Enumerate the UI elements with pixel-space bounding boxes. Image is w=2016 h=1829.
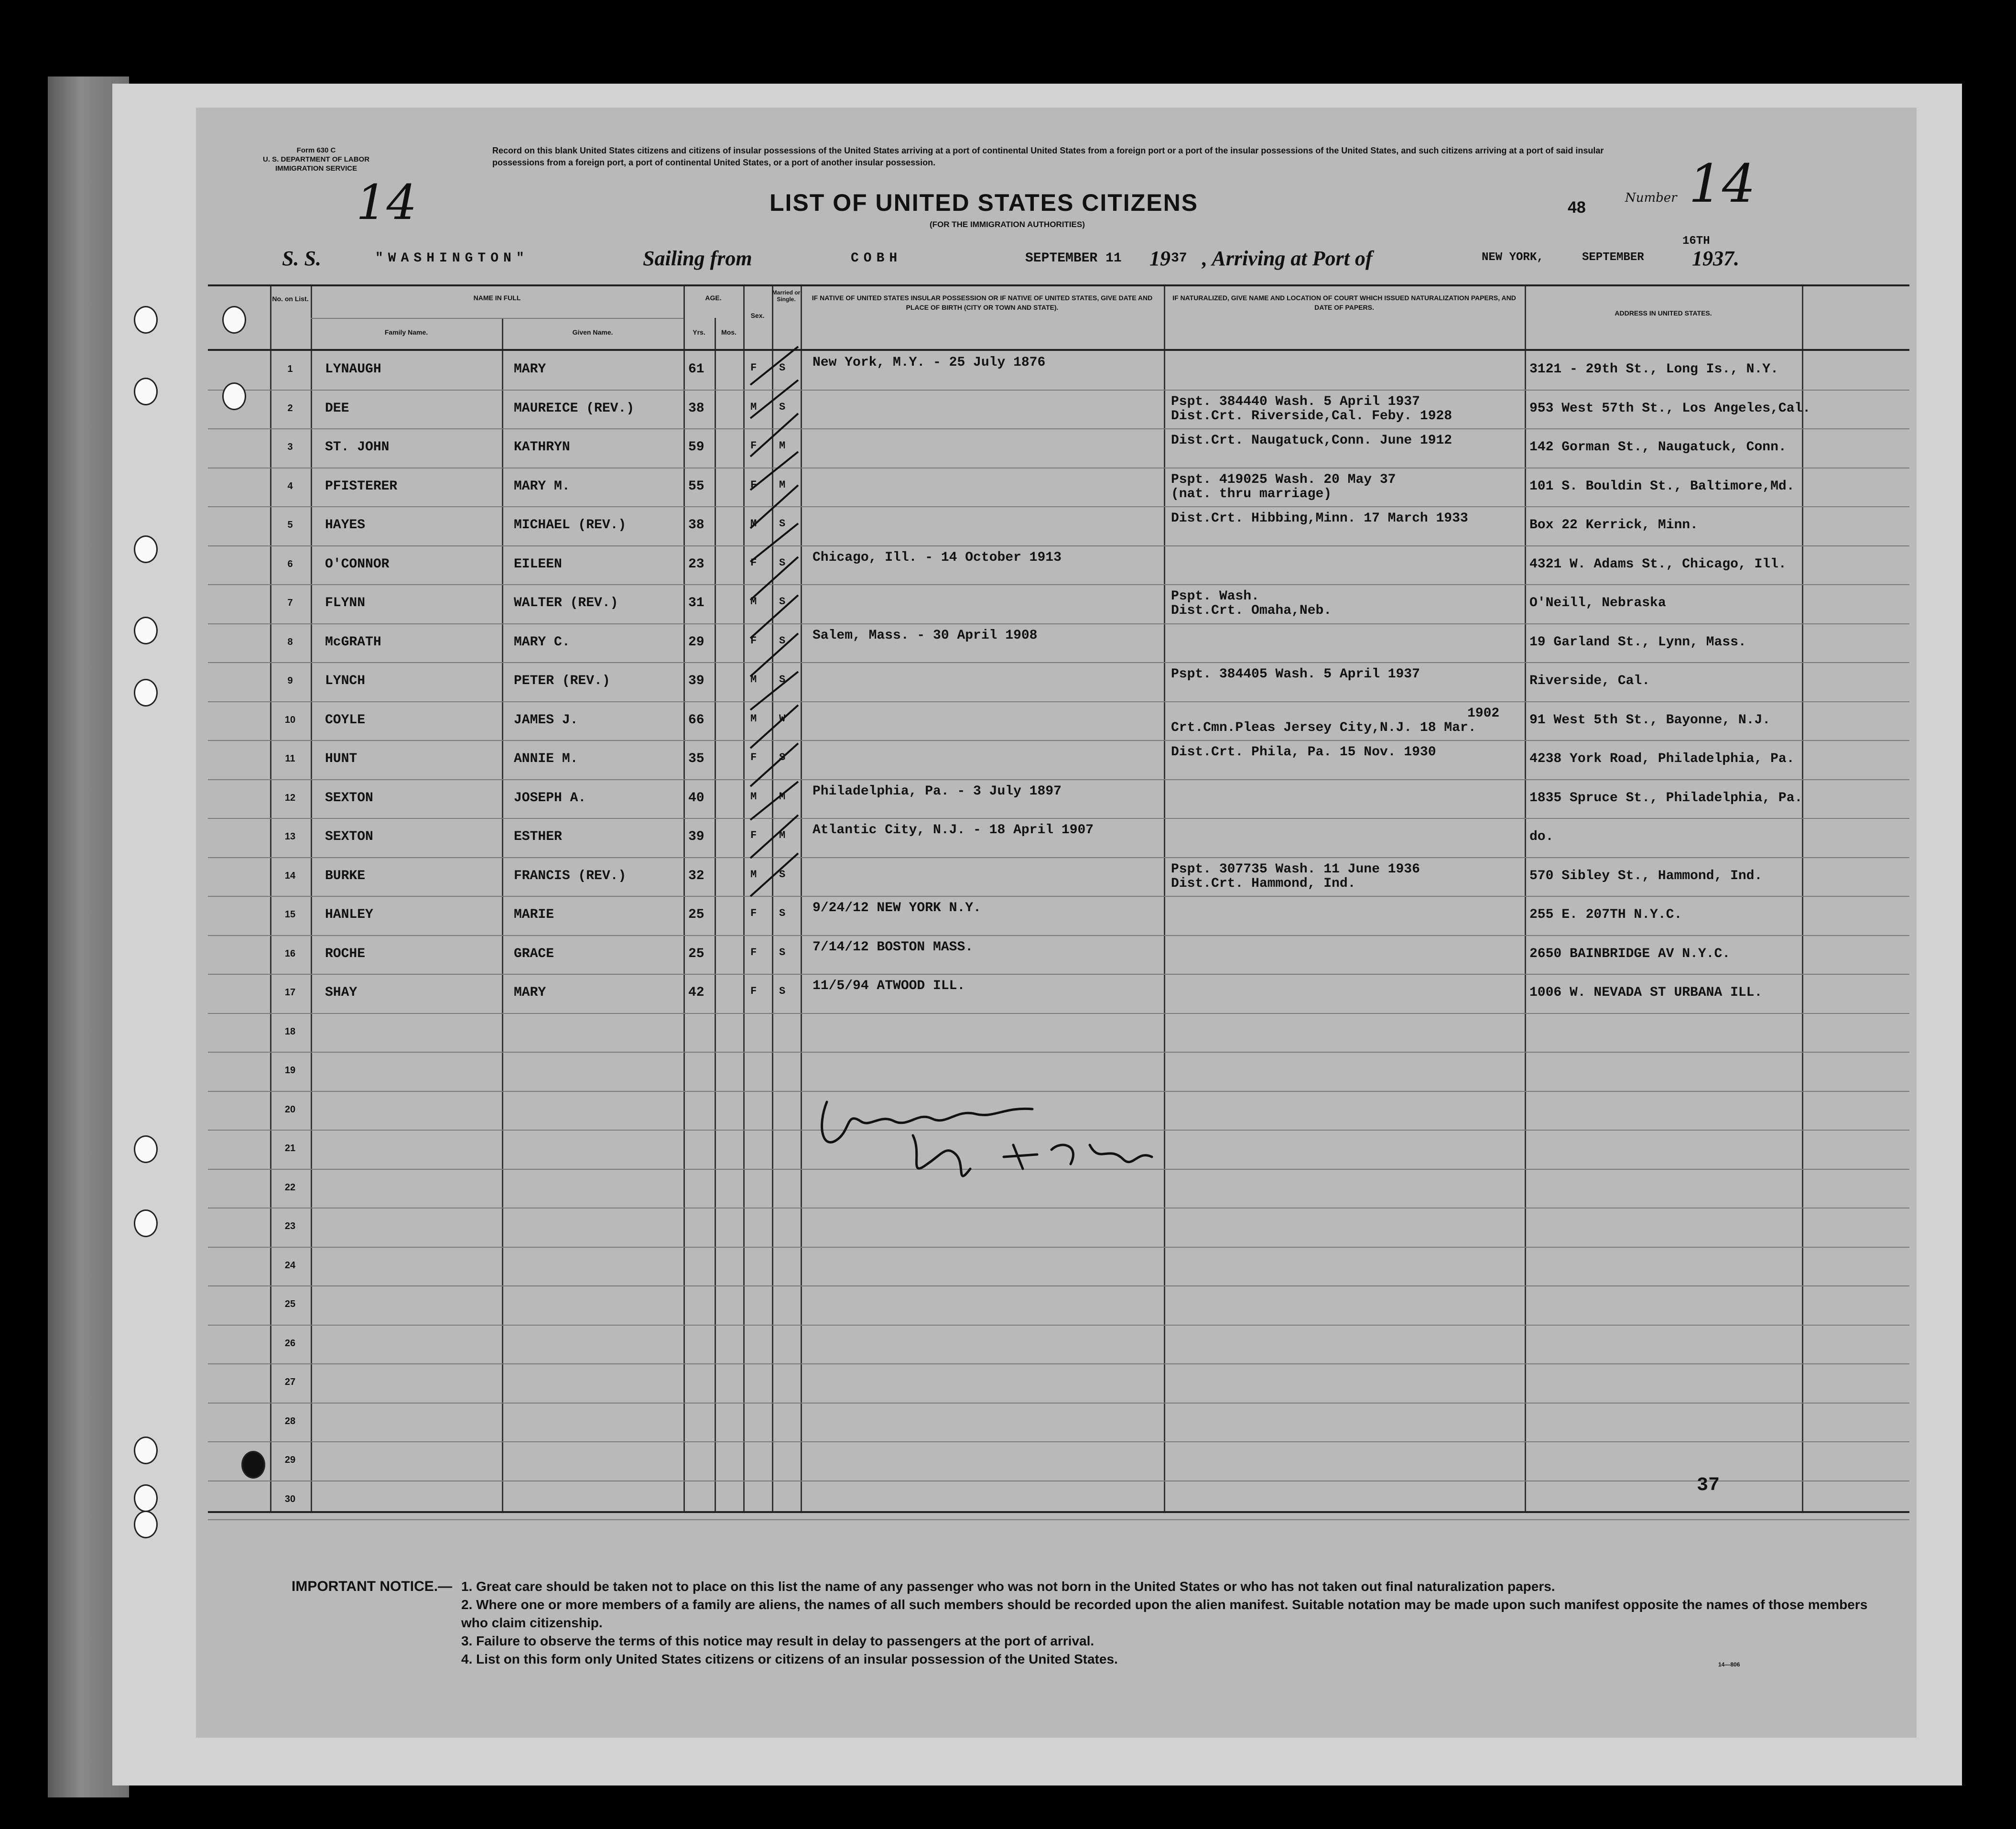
row-number: 10 <box>284 714 296 725</box>
given-name-cell: MARY M. <box>514 479 570 494</box>
row-rule <box>208 506 1909 507</box>
col-divider <box>502 318 503 1513</box>
col-header-naturalized: IF NATURALIZED, GIVE NAME AND LOCATION OF COURT WHICH ISSUED NATURALIZATION PAPERS, AND DATE OF PAPERS. <box>1172 294 1516 311</box>
marital-status-cell: M <box>779 790 786 803</box>
col-divider <box>270 284 271 1513</box>
age-cell: 55 <box>688 479 705 494</box>
row-rule <box>208 1285 1909 1286</box>
family-name-cell: LYNAUGH <box>325 362 381 377</box>
check-marks <box>746 342 803 1116</box>
header-bottom-border <box>208 349 1909 351</box>
sex-cell: M <box>750 712 757 725</box>
check-mark <box>750 705 798 748</box>
marital-status-cell: S <box>779 596 786 608</box>
col-header-yrs: Yrs. <box>693 328 705 336</box>
given-name-cell: MARY <box>514 985 546 1000</box>
row-number: 30 <box>284 1493 296 1504</box>
col-divider <box>1802 284 1803 1513</box>
marital-status-cell: M <box>779 440 786 452</box>
naturalization-cell: Dist.Crt. Hammond, Ind. <box>1171 876 1356 891</box>
address-cell: 4238 York Road, Philadelphia, Pa. <box>1529 751 1795 766</box>
sail-date: SEPTEMBER 11 <box>1025 251 1122 266</box>
row-rule <box>208 1091 1909 1092</box>
check-mark <box>750 853 798 896</box>
family-name-cell: McGRATH <box>325 634 381 650</box>
row-number: 26 <box>284 1338 296 1349</box>
row-rule <box>208 623 1909 624</box>
row-rule <box>208 584 1909 585</box>
arrival-day: 16TH <box>1682 235 1710 248</box>
sex-cell: M <box>750 596 757 608</box>
given-name-cell: JOSEPH A. <box>514 790 586 806</box>
check-mark <box>750 452 798 490</box>
row-rule <box>208 1325 1909 1326</box>
number-label: Number <box>1625 191 1677 205</box>
check-mark <box>750 633 798 676</box>
address-cell: 91 West 5th St., Bayonne, N.J. <box>1529 712 1771 728</box>
marital-status-cell: S <box>779 518 786 530</box>
notice-item-4: 4. List on this form only United States citizens or citizens of an insular possession of the United States. <box>461 1652 1118 1666</box>
col-divider <box>683 284 685 1513</box>
handwritten-sheet-number: 14 <box>356 174 417 230</box>
given-name-cell: GRACE <box>514 946 554 961</box>
address-cell: 2650 BAINBRIDGE AV N.Y.C. <box>1529 946 1731 961</box>
punch-hole <box>134 617 158 644</box>
col-divider <box>1164 284 1165 1513</box>
naturalization-cell: (nat. thru marriage) <box>1171 486 1332 501</box>
naturalization-cell: Dist.Crt. Hibbing,Minn. 17 March 1933 <box>1171 511 1468 526</box>
table-bottom-border <box>208 1511 1909 1513</box>
age-cell: 39 <box>688 674 705 688</box>
age-cell: 31 <box>688 596 705 610</box>
check-mark <box>750 485 798 528</box>
check-mark <box>750 380 798 418</box>
birth-cell: 11/5/94 ATWOOD ILL. <box>813 979 965 993</box>
row-number: 25 <box>284 1299 296 1309</box>
row-number: 29 <box>284 1455 296 1465</box>
given-name-cell: WALTER (REV.) <box>514 596 618 610</box>
row-number: 8 <box>287 636 293 647</box>
stamp-48: 48 <box>1568 198 1586 217</box>
check-mark <box>750 347 798 385</box>
naturalization-cell: Pspt. 384440 Wash. 5 April 1937 <box>1171 394 1420 409</box>
intro-text: Record on this blank United States citizens and citizens of insular possessions of the United States arriving at a port of continental United States from a foreign port or a port of the insular possessions of the United States, and such citizens arriving at a port of said insular possessions from a foreign port, a port of continental United States, or a port of another insular possession. <box>492 146 1604 167</box>
given-name-cell: ANNIE M. <box>514 751 578 766</box>
punch-hole <box>134 1135 158 1163</box>
sex-cell: M <box>750 518 757 530</box>
given-name-cell: MAUREICE (REV.) <box>514 401 635 416</box>
family-name-cell: SEXTON <box>325 829 373 844</box>
punch-hole <box>222 382 246 410</box>
naturalization-cell: Dist.Crt. Riverside,Cal. Feby. 1928 <box>1171 408 1452 424</box>
age-cell: 25 <box>688 946 705 961</box>
age-cell: 38 <box>688 518 705 533</box>
arrival-port: NEW YORK, <box>1482 251 1544 264</box>
sex-cell: F <box>750 985 757 997</box>
check-mark <box>750 815 798 858</box>
ship-name: "WASHINGTON" <box>375 251 529 266</box>
age-cell: 29 <box>688 634 705 650</box>
address-cell: 101 S. Bouldin St., Baltimore,Md. <box>1529 479 1795 494</box>
naturalization-cell: Pspt. 307735 Wash. 11 June 1936 <box>1171 861 1420 877</box>
birth-cell: Salem, Mass. - 30 April 1908 <box>813 628 1038 643</box>
age-cell: 25 <box>688 907 705 922</box>
sex-cell: F <box>750 479 757 491</box>
marital-status-cell: S <box>779 634 786 647</box>
given-name-cell: PETER (REV.) <box>514 674 610 688</box>
sex-cell: M <box>750 790 757 803</box>
row-rule <box>208 896 1909 897</box>
page-count: 37 <box>1697 1475 1720 1496</box>
age-cell: 66 <box>688 712 705 728</box>
col-divider <box>743 284 745 1513</box>
family-name-cell: ROCHE <box>325 946 366 961</box>
row-number: 6 <box>287 558 293 569</box>
inspector-signature <box>813 1092 1243 1198</box>
footer-code: 14—806 <box>1718 1661 1740 1668</box>
marital-status-cell: S <box>779 985 786 997</box>
number-value: 14 <box>1689 153 1756 214</box>
row-number: 7 <box>287 598 293 608</box>
address-cell: 953 West 57th St., Los Angeles,Cal. <box>1529 401 1811 416</box>
row-rule <box>208 1441 1909 1442</box>
check-mark <box>750 557 798 600</box>
sex-cell: F <box>750 829 757 841</box>
naturalization-cell: 1902 <box>1467 706 1500 721</box>
birth-cell: Philadelphia, Pa. - 3 July 1897 <box>813 784 1062 799</box>
col-header-no: No. on List. <box>272 295 309 303</box>
number-field <box>1625 153 1756 214</box>
age-cell: 23 <box>688 556 705 572</box>
col-header-given: Given Name. <box>572 328 613 336</box>
manifest-sheet <box>196 108 1917 1738</box>
col-divider <box>311 284 312 1513</box>
arriving-label: , Arriving at Port of <box>1202 247 1373 270</box>
marital-status-cell: S <box>779 362 786 374</box>
family-name-cell: DEE <box>325 401 349 416</box>
punch-hole <box>134 378 158 405</box>
marital-status-cell: S <box>779 674 786 686</box>
notice-item-2: 2. Where one or more members of a family are aliens, the names of all such members should be recorded upon the alien manifest. Suitable notation may be made upon such manifest opposite the names of those members who claim citizenship. <box>461 1597 1868 1630</box>
col-header-marital: Married or Single. <box>772 289 801 303</box>
age-cell: 32 <box>688 868 705 883</box>
notice-heading: IMPORTANT NOTICE.— <box>292 1579 453 1594</box>
department: U. S. DEPARTMENT OF LABOR <box>263 155 370 163</box>
address-cell: Box 22 Kerrick, Minn. <box>1529 518 1698 533</box>
family-name-cell: HUNT <box>325 751 358 766</box>
row-rule <box>208 974 1909 975</box>
row-rule <box>208 935 1909 936</box>
row-number: 24 <box>284 1260 296 1271</box>
row-number: 15 <box>284 909 296 920</box>
from-port: COBH <box>851 251 902 266</box>
punch-hole <box>134 1437 158 1464</box>
sex-cell: M <box>750 674 757 686</box>
age-cell: 61 <box>688 362 705 377</box>
given-name-cell: FRANCIS (REV.) <box>514 868 627 883</box>
family-name-cell: PFISTERER <box>325 479 398 494</box>
naturalization-cell: Pspt. 419025 Wash. 20 May 37 <box>1171 472 1396 487</box>
row-rule <box>208 428 1909 429</box>
birth-cell: New York, M.Y. - 25 July 1876 <box>813 355 1046 370</box>
family-name-cell: SHAY <box>325 985 358 1000</box>
naturalization-cell: Pspt. Wash. <box>1171 589 1259 604</box>
manifest-table <box>208 284 1909 1513</box>
address-cell: 1835 Spruce St., Philadelphia, Pa. <box>1529 790 1803 806</box>
birth-cell: Atlantic City, N.J. - 18 April 1907 <box>813 823 1094 838</box>
address-cell: 570 Sibley St., Hammond, Ind. <box>1529 868 1763 883</box>
naturalization-cell: Pspt. 384405 Wash. 5 April 1937 <box>1171 667 1420 682</box>
row-number: 22 <box>284 1182 296 1193</box>
check-mark <box>750 672 798 710</box>
birth-cell: 9/24/12 NEW YORK N.Y. <box>813 901 981 915</box>
page-subtitle: (FOR THE IMMIGRATION AUTHORITIES) <box>930 220 1085 229</box>
check-mark <box>750 782 798 820</box>
row-rule <box>208 545 1909 546</box>
row-number: 12 <box>284 792 296 803</box>
row-rule <box>208 818 1909 819</box>
row-number: 17 <box>284 987 296 998</box>
check-mark <box>750 414 798 457</box>
naturalization-cell: Crt.Cmn.Pleas Jersey City,N.J. 18 Mar. <box>1171 720 1476 735</box>
col-header-sex: Sex. <box>750 312 765 319</box>
service: IMMIGRATION SERVICE <box>275 164 358 173</box>
ss-label: S. S. <box>282 247 321 270</box>
sex-cell: F <box>750 440 757 452</box>
address-cell: Riverside, Cal. <box>1529 674 1650 688</box>
punch-hole <box>134 306 158 334</box>
age-cell: 39 <box>688 829 705 844</box>
address-cell: do. <box>1529 829 1554 844</box>
row-number: 27 <box>284 1377 296 1387</box>
punch-hole <box>134 535 158 563</box>
page-title: LIST OF UNITED STATES CITIZENS <box>770 189 1199 216</box>
given-name-cell: MARY C. <box>514 634 570 650</box>
sex-cell: F <box>750 556 757 569</box>
punch-hole <box>134 1511 158 1538</box>
voyage-line <box>196 235 1917 280</box>
table-top-border <box>208 284 1909 286</box>
sex-cell: M <box>750 868 757 881</box>
notice-item-3: 3. Failure to observe the terms of this notice may result in delay to passengers at the port of arrival. <box>461 1633 1095 1648</box>
marital-status-cell: S <box>779 907 786 919</box>
given-name-cell: MARIE <box>514 907 554 922</box>
family-name-cell: ST. JOHN <box>325 440 390 455</box>
given-name-cell: ESTHER <box>514 829 562 844</box>
col-header-name: NAME IN FULL <box>473 294 521 302</box>
row-rule <box>208 1403 1909 1404</box>
row-number: 1 <box>287 364 293 374</box>
birth-cell: Chicago, Ill. - 14 October 1913 <box>813 550 1062 565</box>
row-number: 16 <box>284 948 296 959</box>
row-number: 4 <box>287 480 293 491</box>
row-rule <box>208 1013 1909 1014</box>
row-number: 19 <box>284 1065 296 1076</box>
row-rule <box>208 1247 1909 1248</box>
row-number: 9 <box>287 675 293 686</box>
check-mark <box>750 523 798 562</box>
row-rule <box>208 1363 1909 1364</box>
naturalization-cell: Dist.Crt. Phila, Pa. 15 Nov. 1930 <box>1171 745 1436 760</box>
family-name-cell: BURKE <box>325 868 366 883</box>
row-rule <box>208 1519 1909 1520</box>
row-rule <box>208 390 1909 391</box>
address-cell: 4321 W. Adams St., Chicago, Ill. <box>1529 556 1787 572</box>
punch-hole <box>134 1209 158 1237</box>
sex-cell: F <box>750 907 757 919</box>
marital-status-cell: M <box>779 479 786 491</box>
sex-cell: F <box>750 946 757 958</box>
punch-hole <box>241 1451 265 1479</box>
marital-status-cell: S <box>779 751 786 763</box>
sex-cell: F <box>750 751 757 763</box>
address-cell: 19 Garland St., Lynn, Mass. <box>1529 634 1746 650</box>
row-number: 18 <box>284 1026 296 1037</box>
row-rule <box>208 857 1909 858</box>
form-id-block <box>263 146 369 173</box>
given-name-cell: EILEEN <box>514 556 562 572</box>
row-rule <box>208 740 1909 741</box>
given-name-cell: KATHRYN <box>514 440 570 455</box>
marital-status-cell: S <box>779 401 786 413</box>
family-name-cell: SEXTON <box>325 790 373 806</box>
row-rule <box>208 701 1909 702</box>
col-header-address: ADDRESS IN UNITED STATES. <box>1615 309 1712 317</box>
punch-hole <box>222 306 246 334</box>
address-cell: 255 E. 207TH N.Y.C. <box>1529 907 1682 922</box>
marital-status-cell: S <box>779 868 786 881</box>
form-number: Form 630 C <box>296 146 336 154</box>
sex-cell: F <box>750 362 757 374</box>
marital-status-cell: M <box>779 829 786 841</box>
row-number: 11 <box>285 753 295 764</box>
row-number: 3 <box>287 442 293 452</box>
address-cell: O'Neill, Nebraska <box>1529 596 1666 610</box>
family-name-cell: HANLEY <box>325 907 373 922</box>
check-mark <box>750 595 798 638</box>
row-number: 28 <box>284 1415 296 1426</box>
punch-hole <box>134 1484 158 1512</box>
subheader-line <box>311 318 683 319</box>
year-prefix: 19 <box>1149 247 1171 270</box>
naturalization-cell: Dist.Crt. Naugatuck,Conn. June 1912 <box>1171 433 1452 448</box>
age-cell: 42 <box>688 985 705 1000</box>
marital-status-cell: S <box>779 556 786 569</box>
age-cell: 40 <box>688 790 705 806</box>
family-name-cell: HAYES <box>325 518 366 533</box>
sex-cell: F <box>750 634 757 647</box>
sailing-label: Sailing from <box>643 247 752 270</box>
row-rule <box>208 779 1909 780</box>
birth-cell: 7/14/12 BOSTON MASS. <box>813 939 974 955</box>
col-header-age: AGE. <box>705 294 722 302</box>
age-cell: 35 <box>688 751 705 766</box>
row-number: 2 <box>287 403 293 414</box>
arrival-year: 1937. <box>1692 247 1739 270</box>
row-number: 20 <box>284 1104 296 1115</box>
marital-status-cell: S <box>779 946 786 958</box>
col-header-family: Family Name. <box>384 328 428 336</box>
age-cell: 38 <box>688 401 705 416</box>
year-suffix: 37 <box>1171 251 1187 266</box>
row-number: 5 <box>287 520 293 530</box>
row-number: 14 <box>284 870 296 881</box>
family-name-cell: COYLE <box>325 712 366 728</box>
given-name-cell: MICHAEL (REV.) <box>514 518 627 533</box>
row-number: 23 <box>284 1221 296 1231</box>
family-name-cell: FLYNN <box>325 596 366 610</box>
arrival-month: SEPTEMBER <box>1582 251 1644 264</box>
row-rule <box>208 1052 1909 1053</box>
punch-hole <box>134 679 158 707</box>
row-number: 13 <box>284 831 296 842</box>
naturalization-cell: Dist.Crt. Omaha,Neb. <box>1171 603 1332 618</box>
col-header-mos: Mos. <box>721 328 737 336</box>
marital-status-cell: W <box>779 712 786 725</box>
notice-item-1: 1. Great care should be taken not to place on this list the name of any passenger who was not born in the United States or who has not taken out final naturalization papers. <box>461 1579 1555 1594</box>
address-cell: 3121 - 29th St., Long Is., N.Y. <box>1529 362 1778 377</box>
given-name-cell: MARY <box>514 362 546 377</box>
col-divider <box>715 318 716 1513</box>
check-mark <box>750 743 798 786</box>
sex-cell: M <box>750 401 757 413</box>
col-header-birth: IF NATIVE OF UNITED STATES INSULAR POSSESSION OR IF NATIVE OF UNITED STATES, GIVE DATE AND PLACE OF BIRTH (CITY OR TOWN AND STATE). <box>812 294 1153 311</box>
age-cell: 59 <box>688 440 705 455</box>
col-divider <box>1525 284 1526 1513</box>
notice-body <box>461 1578 1871 1668</box>
family-name-cell: O'CONNOR <box>325 556 390 572</box>
given-name-cell: JAMES J. <box>514 712 578 728</box>
address-cell: 142 Gorman St., Naugatuck, Conn. <box>1529 440 1787 455</box>
row-rule <box>208 662 1909 663</box>
family-name-cell: LYNCH <box>325 674 366 688</box>
address-cell: 1006 W. NEVADA ST URBANA ILL. <box>1529 985 1763 1000</box>
row-number: 21 <box>284 1143 296 1154</box>
